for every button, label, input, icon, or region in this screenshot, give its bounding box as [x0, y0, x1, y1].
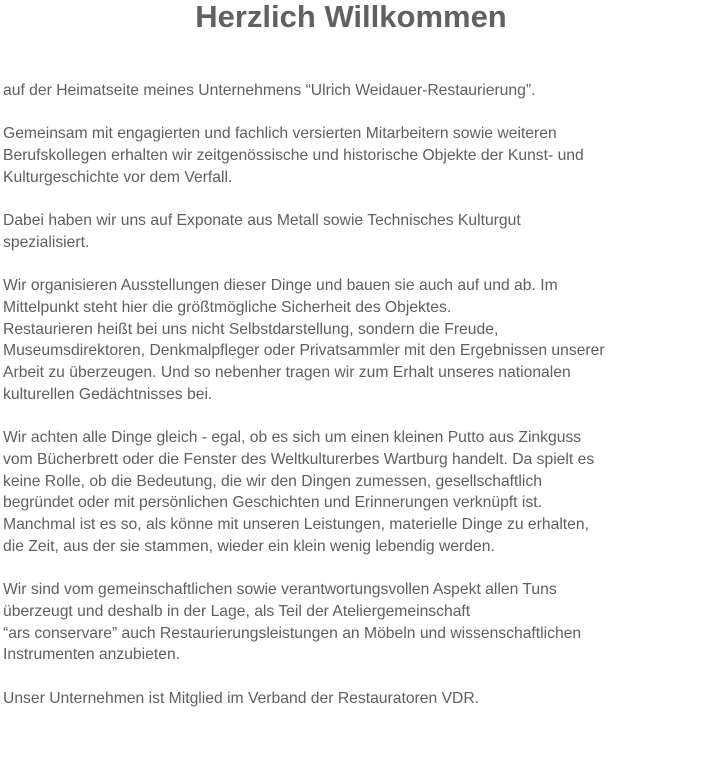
paragraph-specialization — [3, 210, 697, 253]
text-line: Manchmal ist es so, als könne mit unseren Leistungen, materielle Dinge zu erhalten, — [3, 516, 589, 533]
text-line: spezialisiert. — [3, 233, 90, 251]
text-line: begründet oder mit persönlichen Geschichten und Erinnerungen verknüpft ist. — [3, 494, 542, 512]
text-line: kulturellen Gedächtnisses bei. — [3, 385, 213, 403]
paragraph-community — [3, 579, 697, 666]
text-line: Wir achten alle Dinge gleich - egal, ob es sich um einen kleinen Putto aus Zinkguss — [3, 429, 582, 447]
text-line: Restaurieren heißt bei uns nicht Selbstdarstellung, sondern die Freude, — [3, 320, 499, 338]
text-line: Gemeinsam mit engagierten und fachlich versierten Mitarbeitern sowie weiteren — [3, 125, 557, 143]
text-line: Mittelpunkt steht hier die größtmögliche Sicherheit des Objektes. — [3, 298, 452, 316]
welcome-text — [3, 80, 697, 731]
text-line: Instrumenten anzubieten. — [3, 646, 181, 664]
text-line: Arbeit zu überzeugen. Und so nebenher tragen wir zum Erhalt unseres nationalen — [3, 364, 571, 382]
page-title: Herzlich Willkommen — [195, 0, 507, 34]
text-line: Unser Unternehmen ist Mitglied im Verband der Restauratoren VDR. — [3, 689, 480, 707]
paragraph-membership — [3, 688, 697, 710]
text-line: “ars conservare” auch Restaurierungsleistungen an Möbeln und wissenschaftlichen — [3, 624, 582, 642]
text-line: die Zeit, aus der sie stammen, wieder ein klein wenig lebendig werden. — [3, 537, 495, 555]
text-line: Berufskollegen erhalten wir zeitgenössische und historische Objekte der Kunst- und — [3, 147, 584, 165]
paragraph-exhibitions — [3, 275, 697, 405]
text-line: Dabei haben wir uns auf Exponate aus Metall sowie Technisches Kulturgut — [3, 212, 521, 230]
paragraph-team — [3, 123, 697, 188]
paragraph-intro — [3, 80, 697, 102]
text-line: Kulturgeschichte vor dem Verfall. — [3, 168, 233, 186]
text-line: Wir sind vom gemeinschaftlichen sowie verantwortungsvollen Aspekt allen Tuns — [3, 581, 557, 599]
paragraph-philosophy — [3, 427, 697, 557]
text-line: überzeugt und deshalb in der Lage, als Teil der Ateliergemeinschaft — [3, 602, 471, 620]
text-line: Wir organisieren Ausstellungen dieser Dinge und bauen sie auch auf und ab. Im — [3, 277, 558, 295]
text-line: keine Rolle, ob die Bedeutung, die wir den Dingen zumessen, gesellschaftlich — [3, 472, 542, 490]
text-line: Museumsdirektoren, Denkmalpfleger oder Privatsammler mit den Ergebnissen unserer — [3, 342, 605, 360]
text-line: auf der Heimatseite meines Unternehmens “Ulrich Weidauer-Restaurierung”. — [3, 82, 536, 99]
text-line: vom Bücherbrett oder die Fenster des Weltkulturerbes Wartburg handelt. Da spielt es — [3, 450, 595, 468]
